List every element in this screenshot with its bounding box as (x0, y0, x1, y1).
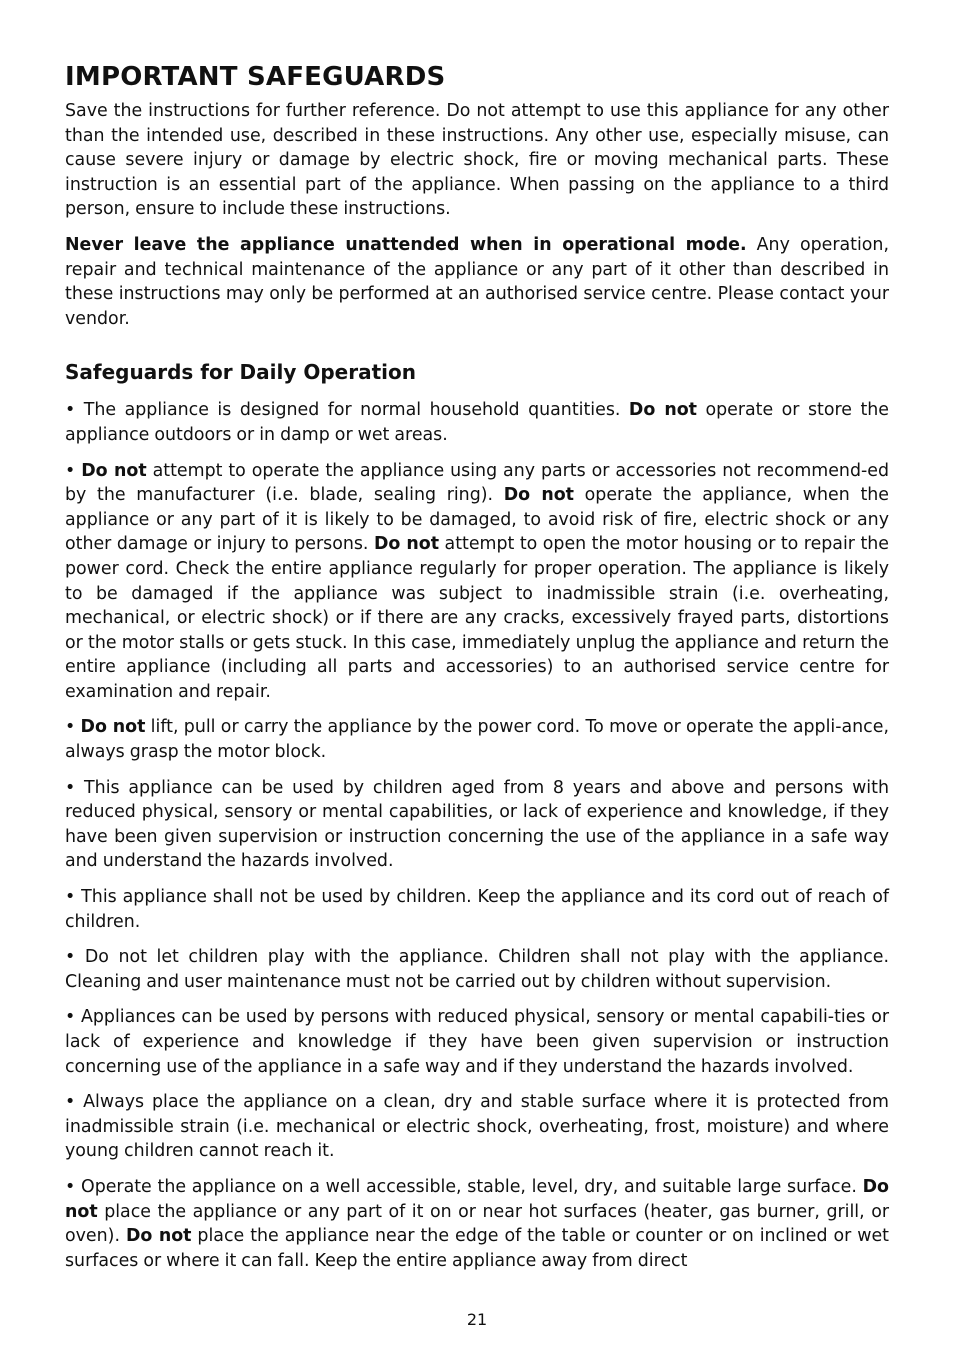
list-item (65, 715, 889, 764)
warning-bold-text: Never leave the appliance unattended when in operational mode. (65, 234, 747, 255)
list-item-text: • This appliance can be used by children aged from 8 years and above and persons with reduced physical, sensory or mental capabilities, or lack of experience and knowledge, if they have been given supervision or instruction concerning the use of the appliance in a safe way and understand the hazards involved. (65, 777, 889, 872)
list-item-text: • This appliance shall not be used by children. Keep the appliance and its cord out of reach of children. (65, 887, 889, 932)
list-item-text: • (65, 460, 82, 481)
list-item (65, 1175, 889, 1273)
emphasis-text: Do not (65, 1176, 889, 1222)
list-item-text: attempt to open the motor housing or to repair the power cord. Check the entire appliance regularly for proper operation. The appliance is likely to be damaged if the appliance was subject to inadmissible strain (i.e. overheating, mechanical, or electric shock) or if there are any cracks, excessively frayed parts, distortions or the motor stalls or gets stuck. In this case, immediately unplug the appliance and return the entire appliance (including all parts and accessories) to an authorised service centre for examination and repair. (65, 534, 889, 702)
warning-text: Any operation, repair and technical maintenance of the appliance or any part of it other than described in these instructions may only be performed at an authorised service centre. Please contact your vendor. (65, 234, 889, 329)
page-title: IMPORTANT SAFEGUARDS (65, 62, 446, 92)
warning-paragraph (65, 233, 889, 331)
emphasis-text: Do not (80, 717, 146, 738)
emphasis-text: Do not (503, 485, 574, 506)
list-item-text: • Always place the appliance on a clean, dry and stable surface where it is protected from inadmissible strain (i.e. mechanical or electric shock, overheating, frost, moisture) and where young children cannot reach it. (65, 1092, 889, 1162)
list-item (65, 776, 889, 874)
list-item-text: • Do not let children play with the appliance. Children shall not play with the appliance. Cleaning and user maintenance must not be carried out by children without supervision. (65, 947, 889, 992)
list-item-text: operate the appliance, when the appliance or any part of it is likely to be damaged, to avoid risk of fire, electric shock or any other damage or injury to persons. (65, 485, 889, 555)
list-item-text: lift, pull or carry the appliance by the power cord. To move or operate the appli-ance, always grasp the motor block. (65, 717, 889, 763)
list-item (65, 459, 889, 705)
emphasis-text: Do not (628, 400, 697, 421)
list-item (65, 1005, 889, 1079)
list-item (65, 398, 889, 447)
list-item-text: • The appliance is designed for normal household quantities. (65, 400, 629, 421)
list-item-text: place the appliance near the edge of the table or counter or on inclined or wet surfaces or where it can fall. Keep the entire appliance away from direct (65, 1226, 889, 1271)
list-item-text: operate or store the appliance outdoors or in damp or wet areas. (65, 400, 889, 445)
list-item-text: attempt to operate the appliance using any parts or accessories not recommend-ed by the manufacturer (i.e. blade, sealing ring). (65, 460, 889, 506)
list-item (65, 945, 889, 994)
safeguard-list (65, 398, 889, 1273)
intro-paragraph: Save the instructions for further reference. Do not attempt to use this appliance for any other than the intended use, described in these instructions. Any other use, especially misuse, can cause severe injury or damage by electric shock, fire or moving mechanical parts. These instruction is an essential part of the appliance. When passing on the appliance to a third person, ensure to include these instructions. (65, 101, 889, 220)
emphasis-text: Do not (373, 534, 440, 555)
list-item (65, 885, 889, 934)
page-number: 21 (466, 1310, 488, 1329)
list-item-text: • (65, 717, 81, 738)
document-page (65, 58, 889, 1284)
section-heading: Safeguards for Daily Operation (65, 360, 416, 385)
list-item (65, 1090, 889, 1164)
emphasis-text: Do not (125, 1226, 192, 1247)
list-item-text: • Operate the appliance on a well accessible, stable, level, dry, and suitable large surface. (65, 1176, 863, 1197)
list-item-text: place the appliance or any part of it on or near hot surfaces (heater, gas burner, grill, or oven). (65, 1201, 889, 1247)
emphasis-text: Do not (81, 460, 147, 481)
list-item-text: • Appliances can be used by persons with reduced physical, sensory or mental capabili-ties or lack of experience and knowledge if they have been given supervision or instruction concerning use of the appliance in a safe way and if they understand the hazards involved. (65, 1007, 889, 1077)
